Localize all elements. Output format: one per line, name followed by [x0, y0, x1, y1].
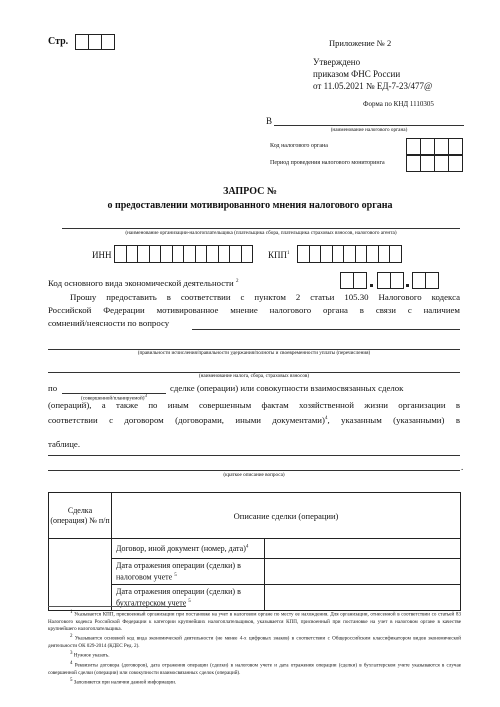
kpp-label-text: КПП: [268, 250, 288, 260]
footnote-3: [48, 650, 461, 660]
okved-dot-2: [406, 284, 409, 287]
brief-caption: (краткое описание вопроса): [223, 472, 285, 478]
title-line-2: о предоставлении мотивированного мнения налогового органа: [107, 200, 393, 211]
org-name-line[interactable]: [62, 228, 460, 229]
para2-line-3: [48, 412, 460, 427]
approved-line-1: Утверждено: [313, 57, 361, 67]
period-cells[interactable]: [406, 155, 463, 172]
okved-cells-3[interactable]: [412, 272, 439, 289]
recipient-name-line[interactable]: [274, 125, 464, 126]
recipient-caption: (наименование налогового органа): [330, 127, 408, 133]
row-tax-date-label-text: Дата отражения операции (сделки) в налоговом учете: [116, 560, 241, 582]
row-tax-date-value[interactable]: [265, 559, 461, 585]
brief-line-2[interactable]: [48, 470, 460, 471]
footnote-5-text: Заполняется при наличии данной информации.: [73, 680, 177, 687]
okved-label: [48, 278, 238, 288]
footnotes-block: [48, 609, 461, 687]
col-transaction-number-header: Сделка (операция) № п/п: [49, 493, 112, 539]
footnote-separator: [48, 606, 186, 607]
footnote-4-text: Реквизиты договора (договоров), дата отражения операции (сделки) в налоговом учете и дата отражения операции (сделки) в бухгалтерском учете указываются в случае совершенной сделки (операции) или совокупности взаимосвязанных сделок (операций).: [48, 662, 461, 677]
para2-line-1-tail: сделке (операции) или совокупности взаимосвязанных сделок: [170, 383, 404, 393]
row-contract-value[interactable]: [265, 539, 461, 559]
kpp-footnote-mark: 1: [287, 251, 290, 256]
document-title: [0, 185, 500, 213]
footnote-1-mark: 1: [70, 610, 73, 615]
correctness-caption: (правильности исчисления/правильности удержания/полноты и своевременности уплаты (перечисления): [137, 350, 371, 356]
okved-footnote-mark: 2: [235, 279, 239, 285]
approved-line-2: приказом ФНС России: [313, 69, 401, 79]
inn-label: ИНН: [92, 250, 112, 260]
title-line-1: ЗАПРОС №: [223, 186, 277, 197]
footnote-5: [48, 677, 461, 687]
table-header-row: [49, 493, 461, 539]
footnote-1-text: Указывается КПП, присвоенный организации при постановке на учет в налоговом органе по месту ее нахождения. Для организации, отнесенной в соответствии со статьей 83 Налогового кодекса Российской Федерации к категории крупнейших налогоплательщиков, указывается КПП, присвоенный при постановке на учет в налоговом органе в качестве крупнейшего налогоплательщика.: [48, 611, 462, 633]
para2-line-4: таблице.: [48, 439, 81, 449]
para2-line-3b: , указанным (указанными) в: [327, 415, 460, 426]
po-word: по: [48, 383, 58, 393]
request-paragraph-2: [48, 399, 460, 428]
org-caption: (наименование организации-налогоплательщика (плательщика сбора, плательщика страховых взносов, налогового агента): [125, 230, 397, 236]
footnote-2-text: Указывается основной код вида экономической деятельности (не менее 4-х цифровых знаков) в соответствии с Общероссийским классификатором видов экономической деятельности ОК 029-2014 (КДЕС Ред. 2).: [48, 635, 461, 650]
inn-cells[interactable]: [114, 245, 253, 263]
page-number-cells[interactable]: [75, 34, 115, 50]
okved-cells-1[interactable]: [340, 272, 367, 289]
approved-line-3: от 11.05.2021 № ЕД-7-23/477@: [313, 81, 433, 91]
okved-cells-2[interactable]: [377, 272, 404, 289]
footnote-2-mark: 2: [70, 634, 73, 640]
para2-line-2: (операций), а также по иным совершенным фактам хозяйственной жизни организации в: [48, 400, 460, 410]
tax-code-label: Код налогового органа: [270, 143, 328, 149]
row-acc-date-label-text: Дата отражения операции (сделки) в бухгалтерском учете: [116, 586, 241, 608]
table-row: [49, 539, 461, 559]
kpp-cells[interactable]: [297, 245, 402, 263]
brief-line-end-dot: .: [461, 462, 464, 472]
done-planned-caption-text: (совершенной/планируемой): [80, 395, 145, 402]
appendix-label: Приложение № 2: [329, 38, 392, 48]
kpp-label: [268, 250, 290, 260]
footnote-3-text: Нужное указать.: [73, 653, 110, 660]
period-label: Период проведения налогового мониторинга: [270, 160, 385, 166]
row-contract-mark: 4: [245, 544, 249, 550]
para2-footnote-mark: 4: [324, 416, 328, 422]
para1-line-3: сомнений/неясности по вопросу: [48, 318, 170, 328]
footnote-3-mark: 3: [70, 651, 73, 657]
page-number-label: Стр.: [48, 36, 69, 47]
footnote-2: [48, 633, 461, 650]
row-tax-date-mark: 5: [174, 572, 177, 578]
col-description-header: Описание сделки (операции): [112, 493, 461, 539]
row-number-cell[interactable]: [49, 539, 112, 611]
para1-line-2: Российской Федерации мотивированное мнение налогового органа в связи с наличием: [48, 305, 460, 316]
okved-dot-1: [370, 284, 373, 287]
recipient-prefix: В: [266, 116, 273, 126]
brief-line-1[interactable]: [48, 455, 460, 456]
row-contract-label: [112, 539, 265, 559]
okved-label-text: Код основного вида экономической деятельности: [48, 278, 234, 288]
para2-line-3a: соответствии с договором (договорами, иными документами): [48, 415, 325, 426]
footnote-1: [48, 609, 461, 633]
request-paragraph-1: [48, 291, 460, 318]
footnote-4: [48, 660, 461, 677]
question-line-1[interactable]: [192, 329, 460, 330]
transactions-table: [48, 492, 461, 611]
form-code: Форма по КНД 1110305: [363, 100, 434, 108]
footnote-4-mark: 4: [70, 661, 73, 667]
row-tax-date-label: [112, 559, 265, 585]
row-contract-label-text: Договор, иной документ (номер, дата): [116, 544, 246, 553]
row-acc-date-mark: 5: [188, 598, 191, 604]
done-footnote-mark: 3: [144, 394, 148, 399]
tax-code-cells[interactable]: [406, 138, 463, 155]
row-acc-date-value[interactable]: [265, 585, 461, 611]
para1-line-1: Прошу предоставить в соответствии с пунктом 2 статьи 105.30 Налогового кодекса: [70, 292, 460, 302]
tax-name-caption: (наименование налога, сбора, страховых взносов): [198, 373, 310, 379]
footnote-5-mark: 5: [70, 678, 73, 684]
